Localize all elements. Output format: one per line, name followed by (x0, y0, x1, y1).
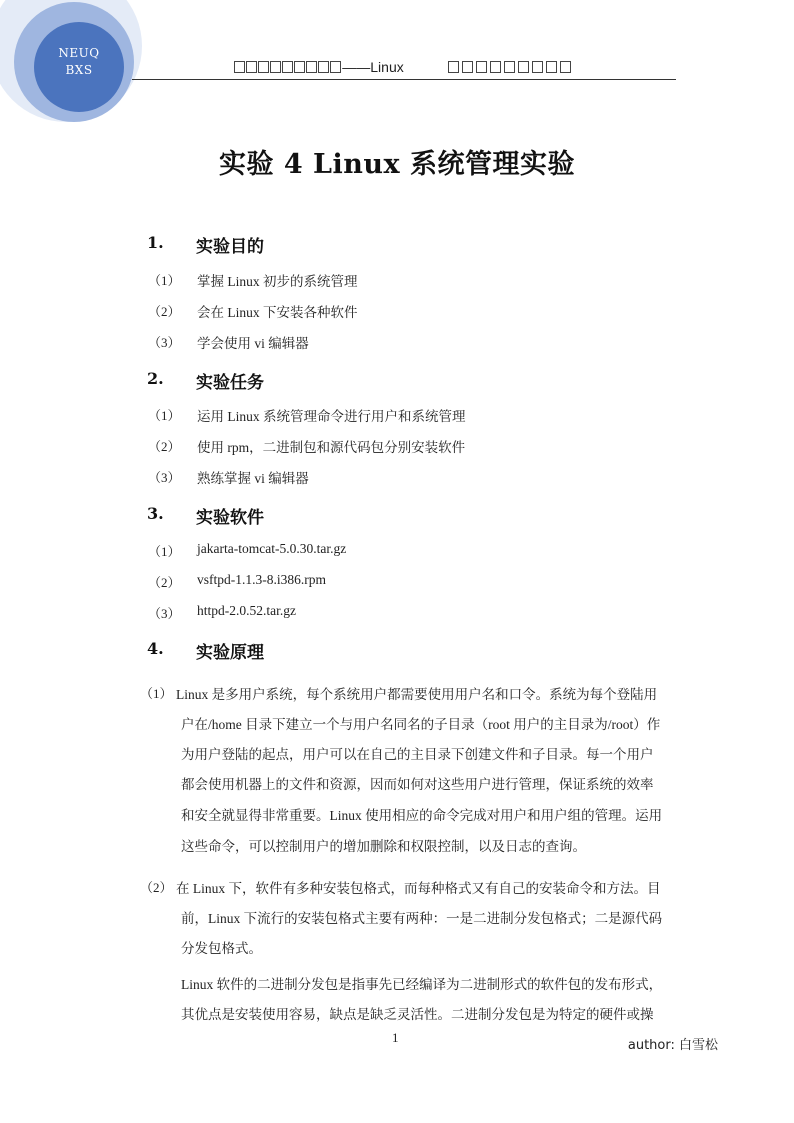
list-item-number: （1） (148, 408, 181, 423)
paragraph-number: （1） (140, 686, 173, 701)
header-missing-glyphs-left (234, 60, 342, 76)
paragraph-line: Linux 软件的二进制分发包是指事先已经编译为二进制形式的软件包的发布形式， (181, 977, 663, 992)
list-item: 运用 Linux 系统管理命令进行用户和系统管理 (197, 409, 466, 424)
logo-text-line2: BXS (65, 63, 93, 77)
list-item-number: （3） (148, 606, 181, 621)
paragraph-line: 这些命令，可以控制用户的增加删除和权限控制，以及日志的查询。 (181, 839, 586, 854)
list-item: 学会使用 vi 编辑器 (197, 336, 309, 351)
list-item: vsftpd-1.1.3-8.i386.rpm (197, 572, 326, 587)
author-label: author: 白雪松 (627, 1038, 718, 1053)
paragraph-line: 为用户登陆的起点，用户可以在自己的主目录下创建文件和子目录。每一个用户 (181, 747, 654, 762)
logo-text (44, 45, 114, 79)
list-item: 会在 Linux 下安装各种软件 (197, 305, 358, 320)
section-number: 4. (147, 639, 164, 658)
list-item-number: （2） (148, 575, 181, 590)
list-item-number: （2） (148, 439, 181, 454)
header-text: ——Linux (342, 59, 404, 75)
section-number: 1. (147, 233, 164, 252)
header-rule (132, 79, 676, 80)
list-item: httpd-2.0.52.tar.gz (197, 603, 296, 618)
section-number: 2. (147, 369, 164, 388)
paragraph-line: 在 Linux 下，软件有多种安装包格式，而每种格式又有自己的安装命令和方法。目 (176, 881, 661, 896)
page-number: 1 (392, 1030, 399, 1045)
section-number: 3. (147, 504, 164, 523)
paragraph-line: 和安全就显得非常重要。Linux 使用相应的命令完成对用户和用户组的管理。运用 (181, 808, 663, 823)
list-item: 熟练掌握 vi 编辑器 (197, 471, 309, 486)
list-item: jakarta-tomcat-5.0.30.tar.gz (197, 541, 347, 556)
paragraph-line: 户在/home 目录下建立一个与用户名同名的子目录（root 用户的主目录为/root）作 (181, 717, 661, 732)
paragraph-line: 分发包格式。 (181, 941, 262, 956)
section-heading: 实验原理 (196, 643, 264, 663)
list-item-number: （3） (148, 470, 181, 485)
paragraph-number: （2） (140, 880, 173, 895)
section-heading: 实验软件 (196, 508, 264, 528)
section-heading: 实验目的 (196, 237, 264, 257)
list-item-number: （1） (148, 544, 181, 559)
logo (0, 0, 150, 130)
paragraph-line: 前，Linux 下流行的安装包格式主要有两种：一是二进制分发包格式；二是源代码 (181, 911, 663, 926)
paragraph-line: 其优点是安装使用容易，缺点是缺乏灵活性。二进制分发包是为特定的硬件或操 (181, 1007, 654, 1022)
list-item-number: （2） (148, 304, 181, 319)
section-heading: 实验任务 (196, 373, 264, 393)
list-item-number: （3） (148, 335, 181, 350)
paragraph-line: Linux 是多用户系统，每个系统用户都需要使用用户名和口令。系统为每个登陆用 (176, 687, 658, 702)
paragraph-line: 都会使用机器上的文件和资源，因而如何对这些用户进行管理，保证系统的效率 (181, 777, 654, 792)
list-item: 使用 rpm，二进制包和源代码包分别安装软件 (197, 440, 466, 455)
page-title: 实验 4 Linux 系统管理实验 (218, 149, 576, 180)
list-item-number: （1） (148, 273, 181, 288)
list-item: 掌握 Linux 初步的系统管理 (197, 274, 358, 289)
header-missing-glyphs-right (448, 60, 574, 76)
page-header (132, 59, 676, 76)
logo-text-line1: NEUQ (58, 46, 100, 60)
